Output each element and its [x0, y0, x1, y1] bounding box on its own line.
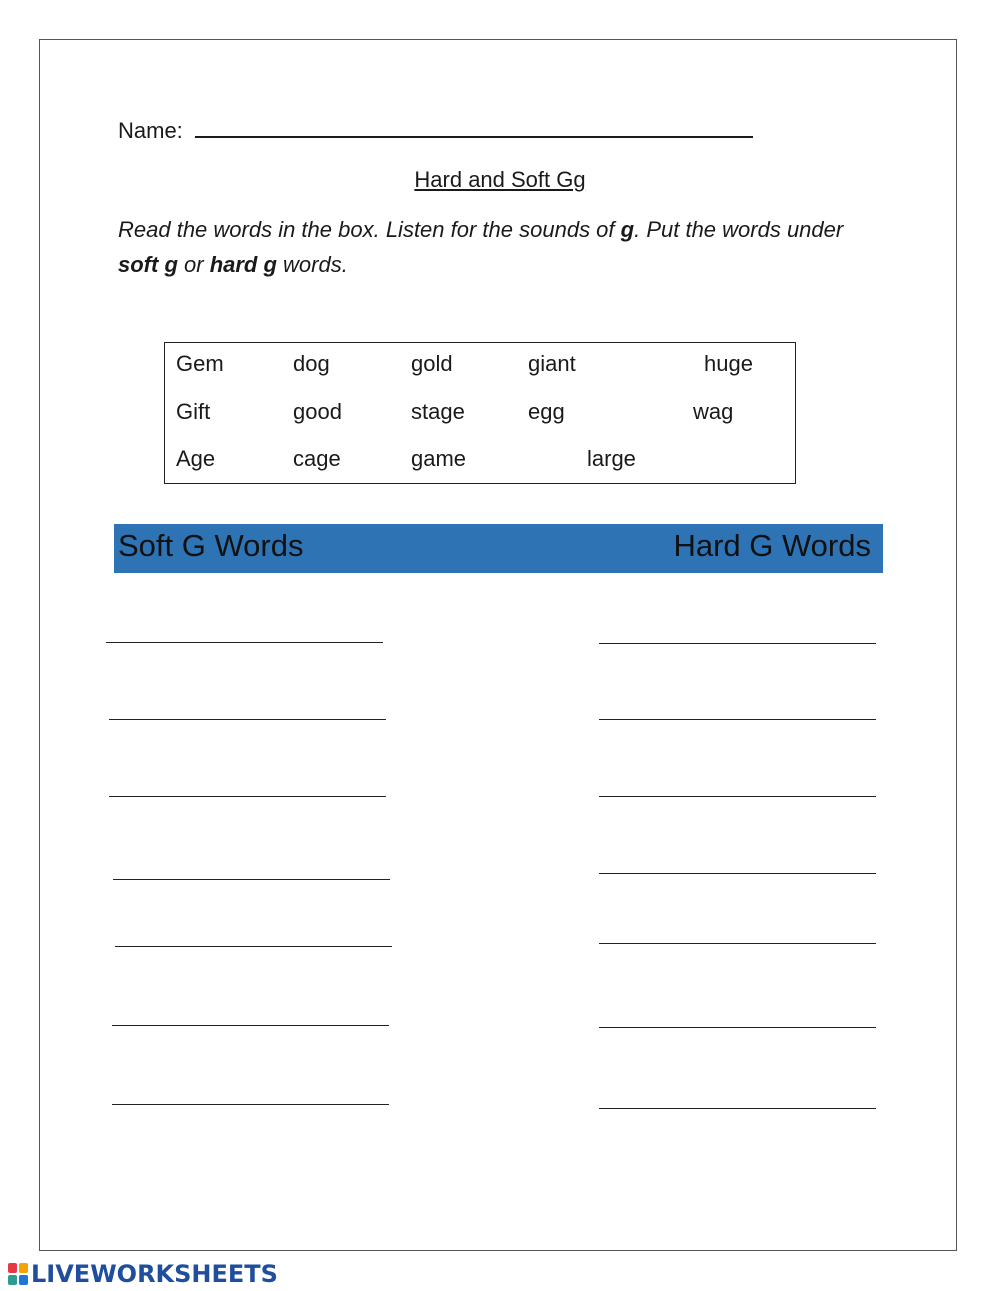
word-item[interactable]: Age — [176, 446, 216, 471]
instructions-hard-g: hard g — [209, 252, 277, 277]
instructions-g: g — [620, 217, 635, 242]
hard-g-answer-blank[interactable] — [599, 796, 876, 797]
word-box — [164, 342, 796, 484]
hard-g-answer-blank[interactable] — [599, 1027, 876, 1028]
instructions — [118, 212, 858, 282]
soft-g-answer-blank[interactable] — [115, 946, 392, 947]
word-item[interactable]: stage — [411, 399, 465, 424]
soft-g-answer-blank[interactable] — [113, 879, 390, 880]
hard-g-heading: Hard G Words — [673, 528, 871, 563]
word-item[interactable]: dog — [293, 351, 330, 376]
word-item[interactable]: Gem — [176, 351, 224, 376]
logo-text: LIVEWORKSHEETS — [31, 1260, 278, 1288]
instructions-text-1: Read the words in the box. Listen for the sounds of — [118, 217, 621, 242]
hard-g-answer-blank[interactable] — [599, 873, 876, 874]
hard-g-answer-blank[interactable] — [599, 1108, 876, 1109]
soft-g-answer-blank[interactable] — [112, 1104, 389, 1105]
name-input-line[interactable] — [195, 118, 753, 138]
instructions-soft-g: soft g — [118, 252, 178, 277]
liveworksheets-logo — [8, 1261, 278, 1287]
word-item[interactable]: wag — [693, 399, 734, 424]
soft-g-answer-blank[interactable] — [112, 1025, 389, 1026]
name-row — [118, 118, 753, 144]
word-item[interactable]: good — [293, 399, 342, 424]
instructions-text-2: . Put the words under — [634, 217, 844, 242]
logo-blocks-icon — [8, 1263, 28, 1285]
instructions-or: or — [177, 252, 210, 277]
hard-g-answer-blank[interactable] — [599, 719, 876, 720]
word-item[interactable]: giant — [528, 351, 576, 376]
hard-g-answer-blank[interactable] — [599, 943, 876, 944]
worksheet-title: Hard and Soft Gg — [414, 167, 586, 192]
word-item[interactable]: large — [587, 446, 636, 471]
name-label: Name: — [118, 118, 183, 143]
word-item[interactable]: huge — [704, 351, 753, 376]
soft-g-answer-blank[interactable] — [106, 642, 383, 643]
word-item[interactable]: egg — [528, 399, 565, 424]
word-item[interactable]: Gift — [176, 399, 211, 424]
soft-g-answer-blank[interactable] — [109, 719, 386, 720]
soft-g-heading: Soft G Words — [118, 528, 304, 563]
word-item[interactable]: game — [411, 446, 467, 471]
instructions-text-3: words. — [276, 252, 348, 277]
category-banner — [114, 524, 883, 573]
soft-g-answer-blank[interactable] — [109, 796, 386, 797]
word-item[interactable]: cage — [293, 446, 341, 471]
word-item[interactable]: gold — [411, 351, 453, 376]
hard-g-answer-blank[interactable] — [599, 643, 876, 644]
